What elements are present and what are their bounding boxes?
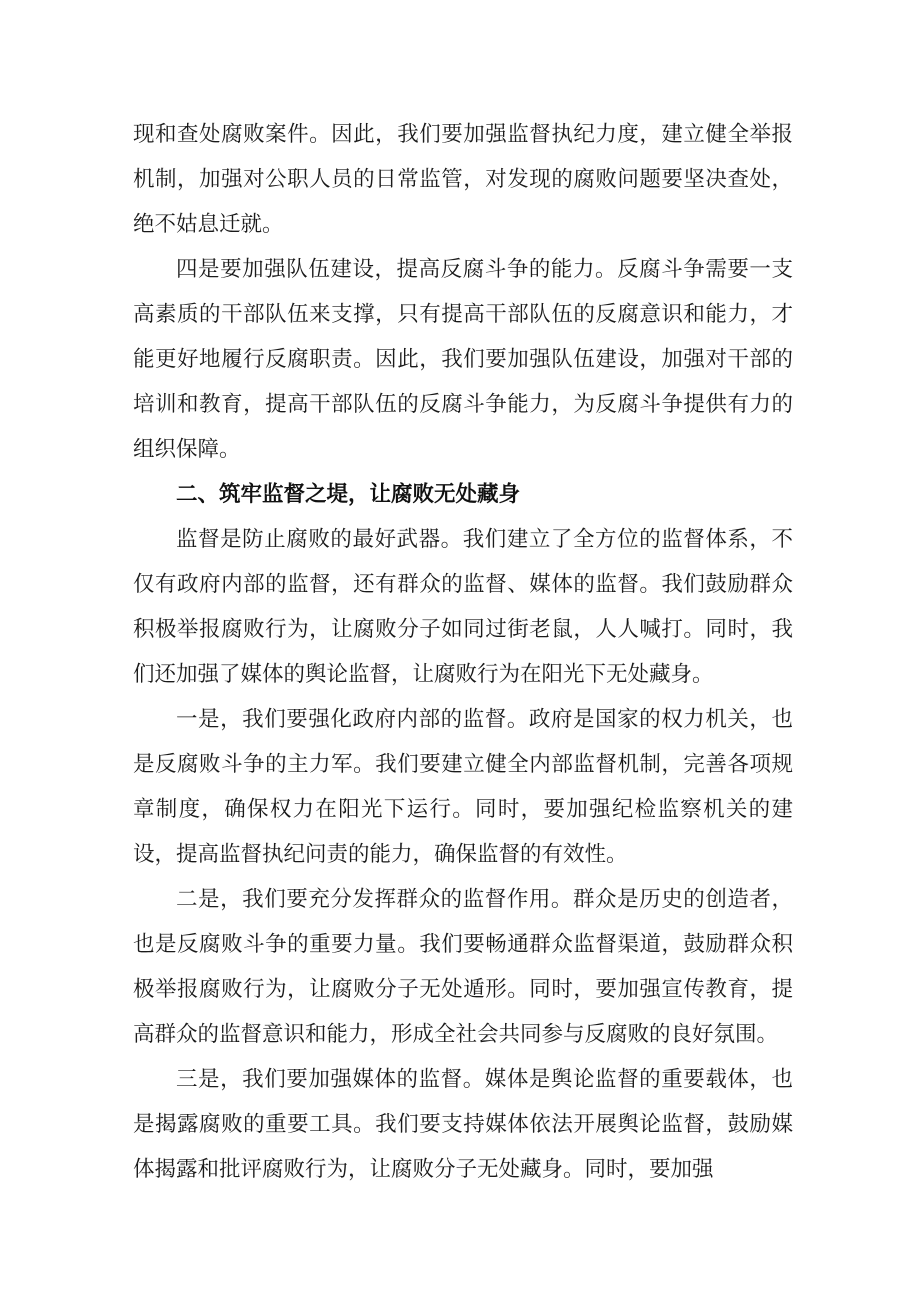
document-body	[133, 112, 793, 1192]
paragraph-media-supervision: 三是，我们要加强媒体的监督。媒体是舆论监督的重要载体，也是揭露腐败的重要工具。我们要支持媒体依法开展舆论监督，鼓励媒体揭露和批评腐败行为，让腐败分子无处藏身。同时，要加强	[133, 1067, 793, 1182]
paragraph-supervision-intro: 监督是防止腐败的最好武器。我们建立了全方位的监督体系，不仅有政府内部的监督，还有群众的监督、媒体的监督。我们鼓励群众积极举报腐败行为，让腐败分子如同过街老鼠，人人喊打。同时，我们还加强了媒体的舆论监督，让腐败行为在阳光下无处藏身。	[133, 527, 793, 687]
paragraph-internal-supervision: 一是，我们要强化政府内部的监督。政府是国家的权力机关，也是反腐败斗争的主力军。我们要建立健全内部监督机制，完善各项规章制度，确保权力在阳光下运行。同时，要加强纪检监察机关的建设，提高监督执纪问责的能力，确保监督的有效性。	[133, 707, 793, 867]
paragraph-continued: 现和查处腐败案件。因此，我们要加强监督执纪力度，建立健全举报机制，加强对公职人员的日常监管，对发现的腐败问题要坚决查处，绝不姑息迁就。	[133, 122, 793, 237]
section-heading: 二、筑牢监督之堤，让腐败无处藏身	[176, 482, 521, 507]
paragraph-public-supervision: 二是，我们要充分发挥群众的监督作用。群众是历史的创造者，也是反腐败斗争的重要力量。我们要畅通群众监督渠道，鼓励群众积极举报腐败行为，让腐败分子无处遁形。同时，要加强宣传教育，提高群众的监督意识和能力，形成全社会共同参与反腐败的良好氛围。	[133, 887, 793, 1047]
paragraph-team-building: 四是要加强队伍建设，提高反腐斗争的能力。反腐斗争需要一支高素质的干部队伍来支撑，只有提高干部队伍的反腐意识和能力，才能更好地履行反腐职责。因此，我们要加强队伍建设，加强对干部的培训和教育，提高干部队伍的反腐斗争能力，为反腐斗争提供有力的组织保障。	[133, 257, 793, 462]
